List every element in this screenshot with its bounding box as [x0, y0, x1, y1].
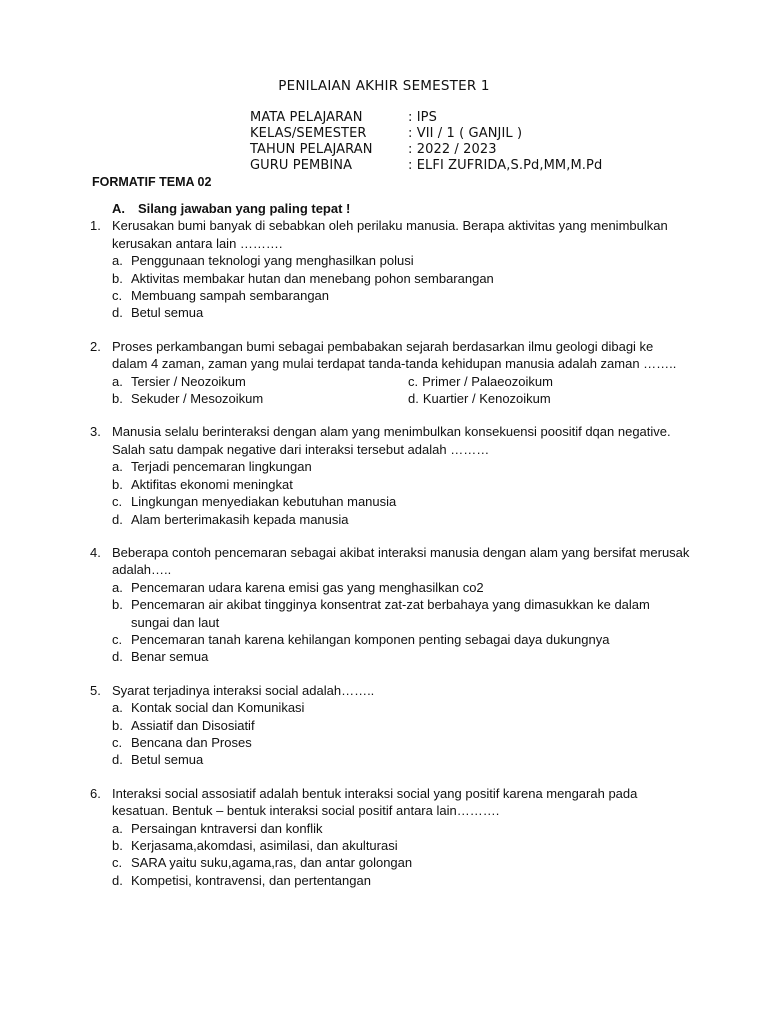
option-letter: b.: [112, 838, 123, 853]
option-text: Pencemaran tanah karena kehilangan komponen penting sebagai daya dukungnya: [131, 631, 610, 647]
option-text: Aktivitas membakar hutan dan menebang pohon sembarangan: [131, 270, 494, 286]
option-letter: d.: [112, 511, 123, 527]
formatif-heading: FORMATIF TEMA 02: [92, 175, 212, 189]
option-text: Primer / Palaeozoikum: [422, 373, 553, 389]
info-label: KELAS/SEMESTER: [250, 126, 367, 141]
option-text: Bencana dan Proses: [131, 734, 252, 750]
question-4: [90, 544, 690, 666]
info-value: : ELFI ZUFRIDA,S.Pd,MM,M.Pd: [408, 158, 603, 173]
option-row: [90, 390, 690, 407]
option-letter: a.: [112, 459, 123, 475]
option-c[interactable]: [90, 287, 690, 304]
option-d[interactable]: [90, 648, 690, 665]
option-text: Assiatif dan Disosiatif: [131, 717, 255, 733]
option-b[interactable]: [112, 390, 408, 407]
option-b[interactable]: [90, 717, 690, 734]
option-letter: b.: [112, 476, 123, 492]
option-text: Aktifitas ekonomi meningkat: [131, 476, 293, 492]
question-number: 2.: [90, 338, 101, 354]
option-text: Kompetisi, kontravensi, dan pertentangan: [131, 872, 371, 888]
option-text: Persaingan kntraversi dan konflik: [131, 820, 323, 836]
question-text: Beberapa contoh pencemaran sebagai akibat interaksi manusia dengan alam yang bersifat merusak adalah…..: [112, 544, 690, 578]
option-text: Pencemaran udara karena emisi gas yang menghasilkan co2: [131, 579, 484, 595]
info-label: TAHUN PELAJARAN: [250, 142, 373, 157]
option-text: Benar semua: [131, 649, 209, 665]
question-list: [90, 200, 690, 889]
option-text: Alam berterimakasih kepada manusia: [131, 511, 349, 527]
option-letter: a.: [112, 253, 123, 269]
option-letter: d.: [112, 305, 123, 321]
question-text: Interaksi social assosiatif adalah bentuk interaksi social yang positif karena mengarah pada kesatuan. Bentuk – bentuk interaksi social positif antara lain……….: [112, 785, 638, 819]
section-letter: A.: [112, 201, 125, 216]
question-2: [90, 338, 690, 408]
question-text: Proses perkambangan bumi sebagai pembabakan sejarah berdasarkan ilmu geologi dibagi ke dalam 4 zaman, zaman yang mulai terdapat tanda-tanda kehidupan manusia adalah zaman ……..: [112, 338, 677, 372]
option-letter: c.: [408, 373, 419, 389]
option-text: Terjadi pencemaran lingkungan: [131, 459, 312, 475]
option-c[interactable]: [90, 854, 690, 871]
question-number: 6.: [90, 785, 101, 801]
option-a[interactable]: [90, 579, 690, 596]
question-number: 4.: [90, 544, 101, 560]
option-a[interactable]: [112, 373, 408, 390]
option-text: Kerjasama,akomdasi, asimilasi, dan akulturasi: [131, 838, 398, 853]
option-a[interactable]: [90, 458, 690, 475]
option-letter: d.: [112, 872, 123, 888]
option-text: Membuang sampah sembarangan: [131, 288, 330, 304]
info-label: MATA PELAJARAN: [250, 110, 363, 125]
option-letter: b.: [112, 597, 123, 613]
option-c[interactable]: [90, 493, 690, 510]
section-instruction: [90, 200, 690, 217]
option-c[interactable]: [90, 631, 690, 648]
option-text: Tersier / Neozoikum: [131, 373, 246, 389]
option-letter: a.: [112, 700, 123, 716]
option-row: [90, 373, 690, 390]
option-text: Betul semua: [131, 752, 204, 768]
option-c[interactable]: [408, 373, 553, 390]
info-row-year: [250, 142, 602, 158]
option-text: Sekuder / Mesozoikum: [131, 391, 264, 407]
option-a[interactable]: [90, 820, 690, 837]
question-text: Syarat terjadinya interaksi social adalah……..: [112, 682, 375, 698]
option-letter: d.: [112, 649, 123, 665]
question-text: Manusia selalu berinteraksi dengan alam yang menimbulkan konsekuensi poositif dqan negative. Salah satu dampak negative dari interaksi tersebut adalah ………: [112, 424, 671, 457]
option-d[interactable]: [90, 872, 690, 889]
question-6: [90, 785, 690, 889]
option-letter: d.: [112, 752, 123, 768]
question-text: Kerusakan bumi banyak di sebabkan oleh perilaku manusia. Berapa aktivitas yang menimbulkan kerusakan antara lain ……….: [112, 218, 668, 251]
option-letter: a.: [112, 579, 123, 595]
option-letter: b.: [112, 391, 123, 407]
option-letter: b.: [112, 717, 123, 733]
option-letter: d.: [408, 391, 419, 407]
option-b[interactable]: [90, 476, 690, 493]
question-5: [90, 682, 690, 769]
option-d[interactable]: [90, 511, 690, 528]
option-letter: c.: [112, 855, 123, 871]
question-3: [90, 423, 690, 527]
option-b[interactable]: [90, 596, 690, 631]
option-text: Kuartier / Kenozoikum: [422, 391, 551, 407]
option-letter: b.: [112, 270, 123, 286]
option-text: Penggunaan teknologi yang menghasilkan polusi: [131, 253, 414, 269]
option-d[interactable]: [90, 304, 690, 321]
option-d[interactable]: [90, 751, 690, 768]
question-number: 3.: [90, 424, 101, 440]
option-letter: a.: [112, 373, 123, 389]
question-number: 1.: [90, 218, 101, 234]
exam-info: [250, 110, 602, 174]
option-a[interactable]: [90, 699, 690, 716]
question-number: 5.: [90, 682, 101, 698]
option-text: Lingkungan menyediakan kebutuhan manusia: [131, 494, 397, 510]
info-row-subject: [250, 110, 602, 126]
option-text: SARA yaitu suku,agama,ras, dan antar golongan: [131, 855, 413, 871]
info-row-class: [250, 126, 602, 142]
document-title: PENILAIAN AKHIR SEMESTER 1: [278, 78, 490, 94]
option-letter: a.: [112, 820, 123, 836]
option-text: Kontak social dan Komunikasi: [131, 700, 305, 716]
option-letter: c.: [112, 494, 123, 510]
option-letter: c.: [112, 288, 123, 304]
option-text: Betul semua: [131, 305, 204, 321]
option-c[interactable]: [90, 734, 690, 751]
info-value: : IPS: [408, 110, 437, 125]
info-value: : VII / 1 ( GANJIL ): [408, 126, 523, 141]
option-letter: c.: [112, 734, 123, 750]
option-text: Pencemaran air akibat tingginya konsentrat zat-zat berbahaya yang dimasukkan ke dalam sungai dan laut: [131, 597, 650, 630]
instruction-text: Silang jawaban yang paling tepat !: [138, 201, 351, 216]
option-d[interactable]: [408, 390, 551, 407]
option-b[interactable]: [90, 837, 690, 854]
question-1: [90, 217, 690, 321]
info-value: : 2022 / 2023: [408, 142, 497, 157]
option-b[interactable]: [90, 270, 690, 287]
option-a[interactable]: [90, 252, 690, 269]
info-row-teacher: [250, 158, 602, 174]
option-letter: c.: [112, 631, 123, 647]
info-label: GURU PEMBINA: [250, 158, 353, 173]
